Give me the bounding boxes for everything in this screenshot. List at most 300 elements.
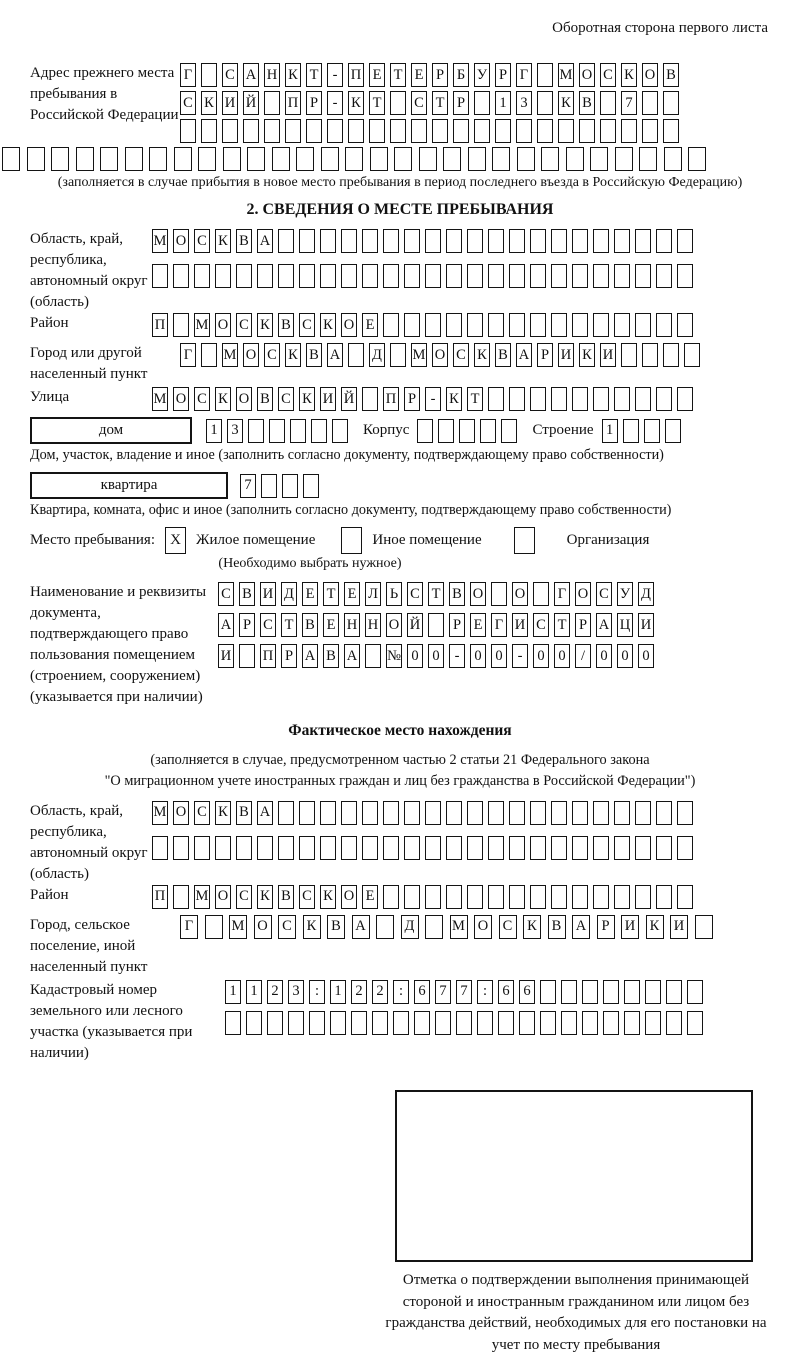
- char-cell[interactable]: [369, 119, 385, 143]
- char-cell[interactable]: Г: [180, 63, 196, 87]
- char-cell[interactable]: [459, 419, 475, 443]
- char-cell[interactable]: [341, 264, 357, 288]
- char-cell[interactable]: К: [320, 313, 336, 337]
- char-cell[interactable]: [582, 1011, 598, 1035]
- char-cell[interactable]: К: [348, 91, 364, 115]
- char-cell[interactable]: [174, 147, 192, 171]
- char-cell[interactable]: П: [152, 313, 168, 337]
- char-cell[interactable]: [393, 1011, 409, 1035]
- char-cell[interactable]: [390, 343, 406, 367]
- char-cell[interactable]: [474, 119, 490, 143]
- char-cell[interactable]: С: [194, 229, 210, 253]
- char-cell[interactable]: [272, 147, 290, 171]
- char-cell[interactable]: К: [215, 801, 231, 825]
- char-cell[interactable]: [537, 63, 553, 87]
- char-cell[interactable]: 0: [617, 644, 633, 668]
- char-cell[interactable]: 6: [519, 980, 535, 1004]
- char-cell[interactable]: 7: [240, 474, 256, 498]
- char-cell[interactable]: Г: [516, 63, 532, 87]
- char-cell[interactable]: В: [663, 63, 679, 87]
- char-cell[interactable]: [677, 885, 693, 909]
- char-cell[interactable]: 0: [491, 644, 507, 668]
- char-cell[interactable]: [390, 119, 406, 143]
- char-cell[interactable]: [327, 119, 343, 143]
- char-cell[interactable]: [509, 229, 525, 253]
- char-cell[interactable]: [404, 264, 420, 288]
- char-cell[interactable]: [656, 885, 672, 909]
- char-cell[interactable]: 0: [533, 644, 549, 668]
- char-cell[interactable]: [498, 1011, 514, 1035]
- char-cell[interactable]: С: [299, 313, 315, 337]
- char-cell[interactable]: [27, 147, 45, 171]
- char-cell[interactable]: 7: [435, 980, 451, 1004]
- char-cell[interactable]: Р: [281, 644, 297, 668]
- char-cell[interactable]: М: [152, 387, 168, 411]
- char-cell[interactable]: [551, 885, 567, 909]
- char-cell[interactable]: [664, 147, 682, 171]
- char-cell[interactable]: [509, 313, 525, 337]
- char-cell[interactable]: [320, 801, 336, 825]
- char-cell[interactable]: [635, 836, 651, 860]
- char-cell[interactable]: Т: [554, 613, 570, 637]
- char-cell[interactable]: Й: [243, 91, 259, 115]
- char-cell[interactable]: [320, 836, 336, 860]
- char-cell[interactable]: [603, 980, 619, 1004]
- char-cell[interactable]: [173, 264, 189, 288]
- char-cell[interactable]: [404, 313, 420, 337]
- char-cell[interactable]: [443, 147, 461, 171]
- char-cell[interactable]: [467, 885, 483, 909]
- char-cell[interactable]: [467, 801, 483, 825]
- char-cell[interactable]: В: [323, 644, 339, 668]
- char-cell[interactable]: Р: [449, 613, 465, 637]
- char-cell[interactable]: [341, 836, 357, 860]
- char-cell[interactable]: [614, 229, 630, 253]
- char-cell[interactable]: [425, 836, 441, 860]
- char-cell[interactable]: [215, 836, 231, 860]
- char-cell[interactable]: М: [222, 343, 238, 367]
- char-cell[interactable]: И: [621, 915, 639, 939]
- char-cell[interactable]: -: [449, 644, 465, 668]
- char-cell[interactable]: С: [533, 613, 549, 637]
- char-cell[interactable]: [509, 801, 525, 825]
- char-cell[interactable]: [572, 264, 588, 288]
- char-cell[interactable]: О: [341, 885, 357, 909]
- char-cell[interactable]: [362, 836, 378, 860]
- char-cell[interactable]: [551, 229, 567, 253]
- char-cell[interactable]: [467, 836, 483, 860]
- char-cell[interactable]: [593, 313, 609, 337]
- char-cell[interactable]: [383, 885, 399, 909]
- char-cell[interactable]: [593, 387, 609, 411]
- char-cell[interactable]: [152, 836, 168, 860]
- char-cell[interactable]: Е: [369, 63, 385, 87]
- char-cell[interactable]: А: [596, 613, 612, 637]
- char-cell[interactable]: А: [327, 343, 343, 367]
- char-cell[interactable]: [530, 836, 546, 860]
- char-cell[interactable]: [446, 264, 462, 288]
- char-cell[interactable]: [590, 147, 608, 171]
- char-cell[interactable]: Р: [575, 613, 591, 637]
- char-cell[interactable]: [537, 91, 553, 115]
- char-cell[interactable]: И: [558, 343, 574, 367]
- char-cell[interactable]: [579, 119, 595, 143]
- char-cell[interactable]: :: [477, 980, 493, 1004]
- char-cell[interactable]: [642, 119, 658, 143]
- char-cell[interactable]: [348, 119, 364, 143]
- char-cell[interactable]: С: [260, 613, 276, 637]
- char-cell[interactable]: М: [558, 63, 574, 87]
- char-cell[interactable]: [551, 387, 567, 411]
- char-cell[interactable]: А: [344, 644, 360, 668]
- char-cell[interactable]: [656, 313, 672, 337]
- char-cell[interactable]: 0: [428, 644, 444, 668]
- char-cell[interactable]: [572, 229, 588, 253]
- char-cell[interactable]: [558, 119, 574, 143]
- char-cell[interactable]: [278, 801, 294, 825]
- char-cell[interactable]: А: [218, 613, 234, 637]
- char-cell[interactable]: [600, 119, 616, 143]
- char-cell[interactable]: [290, 419, 306, 443]
- char-cell[interactable]: В: [327, 915, 345, 939]
- char-cell[interactable]: Р: [306, 91, 322, 115]
- char-cell[interactable]: [593, 836, 609, 860]
- char-cell[interactable]: К: [215, 229, 231, 253]
- char-cell[interactable]: [572, 801, 588, 825]
- char-cell[interactable]: Р: [597, 915, 615, 939]
- char-cell[interactable]: [383, 229, 399, 253]
- char-cell[interactable]: [247, 147, 265, 171]
- char-cell[interactable]: [540, 980, 556, 1004]
- char-cell[interactable]: [285, 119, 301, 143]
- char-cell[interactable]: Т: [281, 613, 297, 637]
- char-cell[interactable]: [278, 264, 294, 288]
- char-cell[interactable]: [100, 147, 118, 171]
- char-cell[interactable]: [383, 313, 399, 337]
- char-cell[interactable]: О: [474, 915, 492, 939]
- char-cell[interactable]: [239, 644, 255, 668]
- char-cell[interactable]: [303, 474, 319, 498]
- char-cell[interactable]: Т: [432, 91, 448, 115]
- char-cell[interactable]: [642, 343, 658, 367]
- char-cell[interactable]: [261, 474, 277, 498]
- char-cell[interactable]: [376, 915, 394, 939]
- char-cell[interactable]: Р: [404, 387, 420, 411]
- char-cell[interactable]: К: [285, 343, 301, 367]
- char-cell[interactable]: М: [194, 885, 210, 909]
- char-cell[interactable]: [425, 801, 441, 825]
- char-cell[interactable]: [635, 313, 651, 337]
- char-cell[interactable]: [572, 836, 588, 860]
- char-cell[interactable]: [488, 387, 504, 411]
- char-cell[interactable]: О: [236, 387, 252, 411]
- char-cell[interactable]: [656, 387, 672, 411]
- char-cell[interactable]: К: [303, 915, 321, 939]
- char-cell[interactable]: А: [243, 63, 259, 87]
- char-cell[interactable]: К: [299, 387, 315, 411]
- char-cell[interactable]: 7: [621, 91, 637, 115]
- char-cell[interactable]: К: [201, 91, 217, 115]
- char-cell[interactable]: [614, 313, 630, 337]
- char-cell[interactable]: [517, 147, 535, 171]
- char-cell[interactable]: [2, 147, 20, 171]
- char-cell[interactable]: [320, 264, 336, 288]
- char-cell[interactable]: [198, 147, 216, 171]
- char-cell[interactable]: С: [236, 313, 252, 337]
- char-cell[interactable]: [404, 836, 420, 860]
- char-cell[interactable]: [645, 1011, 661, 1035]
- char-cell[interactable]: [677, 387, 693, 411]
- char-cell[interactable]: В: [306, 343, 322, 367]
- char-cell[interactable]: А: [572, 915, 590, 939]
- char-cell[interactable]: [365, 644, 381, 668]
- char-cell[interactable]: С: [218, 582, 234, 606]
- char-cell[interactable]: Е: [470, 613, 486, 637]
- char-cell[interactable]: [687, 1011, 703, 1035]
- char-cell[interactable]: [541, 147, 559, 171]
- char-cell[interactable]: [537, 119, 553, 143]
- char-cell[interactable]: Е: [362, 885, 378, 909]
- char-cell[interactable]: Р: [537, 343, 553, 367]
- char-cell[interactable]: В: [236, 229, 252, 253]
- char-cell[interactable]: :: [309, 980, 325, 1004]
- char-cell[interactable]: [635, 264, 651, 288]
- char-cell[interactable]: [383, 801, 399, 825]
- char-cell[interactable]: Т: [467, 387, 483, 411]
- char-cell[interactable]: М: [229, 915, 247, 939]
- char-cell[interactable]: [530, 801, 546, 825]
- char-cell[interactable]: [201, 343, 217, 367]
- char-cell[interactable]: Д: [369, 343, 385, 367]
- char-cell[interactable]: 3: [288, 980, 304, 1004]
- char-cell[interactable]: Ь: [386, 582, 402, 606]
- char-cell[interactable]: [425, 264, 441, 288]
- char-cell[interactable]: Н: [344, 613, 360, 637]
- char-cell[interactable]: [404, 885, 420, 909]
- char-cell[interactable]: Е: [411, 63, 427, 87]
- char-cell[interactable]: [404, 801, 420, 825]
- char-cell[interactable]: Е: [302, 582, 318, 606]
- char-cell[interactable]: [561, 980, 577, 1004]
- char-cell[interactable]: [264, 119, 280, 143]
- char-cell[interactable]: [635, 801, 651, 825]
- char-cell[interactable]: [474, 91, 490, 115]
- char-cell[interactable]: Б: [453, 63, 469, 87]
- char-cell[interactable]: [540, 1011, 556, 1035]
- char-cell[interactable]: [530, 264, 546, 288]
- char-cell[interactable]: 0: [596, 644, 612, 668]
- char-cell[interactable]: [446, 836, 462, 860]
- char-cell[interactable]: [76, 147, 94, 171]
- char-cell[interactable]: [600, 91, 616, 115]
- char-cell[interactable]: К: [257, 313, 273, 337]
- char-cell[interactable]: С: [499, 915, 517, 939]
- char-cell[interactable]: [582, 980, 598, 1004]
- char-cell[interactable]: М: [411, 343, 427, 367]
- char-cell[interactable]: О: [579, 63, 595, 87]
- char-cell[interactable]: [435, 1011, 451, 1035]
- char-cell[interactable]: А: [257, 801, 273, 825]
- char-cell[interactable]: [417, 419, 433, 443]
- char-cell[interactable]: М: [450, 915, 468, 939]
- char-cell[interactable]: [656, 229, 672, 253]
- char-cell[interactable]: [453, 119, 469, 143]
- char-cell[interactable]: [468, 147, 486, 171]
- char-cell[interactable]: О: [215, 313, 231, 337]
- char-cell[interactable]: [530, 885, 546, 909]
- char-cell[interactable]: 2: [372, 980, 388, 1004]
- char-cell[interactable]: [572, 387, 588, 411]
- char-cell[interactable]: [257, 836, 273, 860]
- char-cell[interactable]: [635, 885, 651, 909]
- char-cell[interactable]: Г: [180, 915, 198, 939]
- char-cell[interactable]: [222, 119, 238, 143]
- char-cell[interactable]: [425, 313, 441, 337]
- char-cell[interactable]: В: [579, 91, 595, 115]
- char-cell[interactable]: С: [407, 582, 423, 606]
- char-cell[interactable]: [428, 613, 444, 637]
- char-cell[interactable]: [372, 1011, 388, 1035]
- char-cell[interactable]: [299, 801, 315, 825]
- char-cell[interactable]: Т: [306, 63, 322, 87]
- char-cell[interactable]: [215, 264, 231, 288]
- char-cell[interactable]: С: [278, 387, 294, 411]
- char-cell[interactable]: Т: [428, 582, 444, 606]
- char-cell[interactable]: Й: [341, 387, 357, 411]
- char-cell[interactable]: 1: [330, 980, 346, 1004]
- char-cell[interactable]: О: [173, 229, 189, 253]
- char-cell[interactable]: П: [285, 91, 301, 115]
- char-cell[interactable]: И: [638, 613, 654, 637]
- char-cell[interactable]: Л: [365, 582, 381, 606]
- char-cell[interactable]: [149, 147, 167, 171]
- char-cell[interactable]: [341, 229, 357, 253]
- char-cell[interactable]: [411, 119, 427, 143]
- char-cell[interactable]: [666, 1011, 682, 1035]
- char-cell[interactable]: [425, 885, 441, 909]
- char-cell[interactable]: [278, 229, 294, 253]
- char-cell[interactable]: С: [596, 582, 612, 606]
- char-cell[interactable]: [621, 343, 637, 367]
- char-cell[interactable]: В: [239, 582, 255, 606]
- char-cell[interactable]: И: [600, 343, 616, 367]
- char-cell[interactable]: С: [453, 343, 469, 367]
- char-cell[interactable]: [299, 836, 315, 860]
- residential-checkbox[interactable]: X: [165, 527, 186, 554]
- char-cell[interactable]: Н: [264, 63, 280, 87]
- char-cell[interactable]: [309, 1011, 325, 1035]
- char-cell[interactable]: [480, 419, 496, 443]
- char-cell[interactable]: Е: [344, 582, 360, 606]
- char-cell[interactable]: [425, 229, 441, 253]
- char-cell[interactable]: [194, 836, 210, 860]
- char-cell[interactable]: [390, 91, 406, 115]
- char-cell[interactable]: [491, 582, 507, 606]
- char-cell[interactable]: Д: [281, 582, 297, 606]
- char-cell[interactable]: [509, 885, 525, 909]
- char-cell[interactable]: 3: [516, 91, 532, 115]
- char-cell[interactable]: О: [470, 582, 486, 606]
- char-cell[interactable]: [125, 147, 143, 171]
- char-cell[interactable]: [665, 419, 681, 443]
- char-cell[interactable]: [267, 1011, 283, 1035]
- char-cell[interactable]: 3: [227, 419, 243, 443]
- char-cell[interactable]: [243, 119, 259, 143]
- char-cell[interactable]: [362, 229, 378, 253]
- char-cell[interactable]: [194, 264, 210, 288]
- char-cell[interactable]: [509, 264, 525, 288]
- char-cell[interactable]: [288, 1011, 304, 1035]
- char-cell[interactable]: [492, 147, 510, 171]
- char-cell[interactable]: К: [320, 885, 336, 909]
- char-cell[interactable]: [551, 264, 567, 288]
- char-cell[interactable]: -: [327, 91, 343, 115]
- char-cell[interactable]: С: [299, 885, 315, 909]
- char-cell[interactable]: [614, 836, 630, 860]
- char-cell[interactable]: [180, 119, 196, 143]
- char-cell[interactable]: П: [348, 63, 364, 87]
- char-cell[interactable]: И: [222, 91, 238, 115]
- char-cell[interactable]: [639, 147, 657, 171]
- char-cell[interactable]: [593, 801, 609, 825]
- char-cell[interactable]: -: [512, 644, 528, 668]
- char-cell[interactable]: [296, 147, 314, 171]
- char-cell[interactable]: [362, 264, 378, 288]
- char-cell[interactable]: [348, 343, 364, 367]
- char-cell[interactable]: Н: [365, 613, 381, 637]
- char-cell[interactable]: Г: [180, 343, 196, 367]
- char-cell[interactable]: [425, 915, 443, 939]
- char-cell[interactable]: Е: [323, 613, 339, 637]
- char-cell[interactable]: [663, 119, 679, 143]
- char-cell[interactable]: К: [285, 63, 301, 87]
- char-cell[interactable]: М: [152, 229, 168, 253]
- char-cell[interactable]: К: [446, 387, 462, 411]
- char-cell[interactable]: Р: [432, 63, 448, 87]
- char-cell[interactable]: 1: [206, 419, 222, 443]
- char-cell[interactable]: [306, 119, 322, 143]
- char-cell[interactable]: 1: [602, 419, 618, 443]
- char-cell[interactable]: [201, 119, 217, 143]
- char-cell[interactable]: [223, 147, 241, 171]
- char-cell[interactable]: О: [512, 582, 528, 606]
- organization-checkbox[interactable]: [514, 527, 535, 554]
- char-cell[interactable]: [201, 63, 217, 87]
- char-cell[interactable]: [446, 229, 462, 253]
- char-cell[interactable]: [467, 264, 483, 288]
- char-cell[interactable]: [311, 419, 327, 443]
- char-cell[interactable]: С: [222, 63, 238, 87]
- char-cell[interactable]: Т: [323, 582, 339, 606]
- char-cell[interactable]: [530, 229, 546, 253]
- apartment-type-box[interactable]: квартира: [30, 472, 228, 499]
- char-cell[interactable]: К: [257, 885, 273, 909]
- char-cell[interactable]: [593, 229, 609, 253]
- char-cell[interactable]: [321, 147, 339, 171]
- char-cell[interactable]: Г: [491, 613, 507, 637]
- char-cell[interactable]: [572, 885, 588, 909]
- char-cell[interactable]: [614, 264, 630, 288]
- char-cell[interactable]: Т: [369, 91, 385, 115]
- char-cell[interactable]: [269, 419, 285, 443]
- char-cell[interactable]: 2: [267, 980, 283, 1004]
- char-cell[interactable]: 0: [470, 644, 486, 668]
- char-cell[interactable]: П: [260, 644, 276, 668]
- char-cell[interactable]: [438, 419, 454, 443]
- char-cell[interactable]: [488, 836, 504, 860]
- char-cell[interactable]: /: [575, 644, 591, 668]
- char-cell[interactable]: К: [621, 63, 637, 87]
